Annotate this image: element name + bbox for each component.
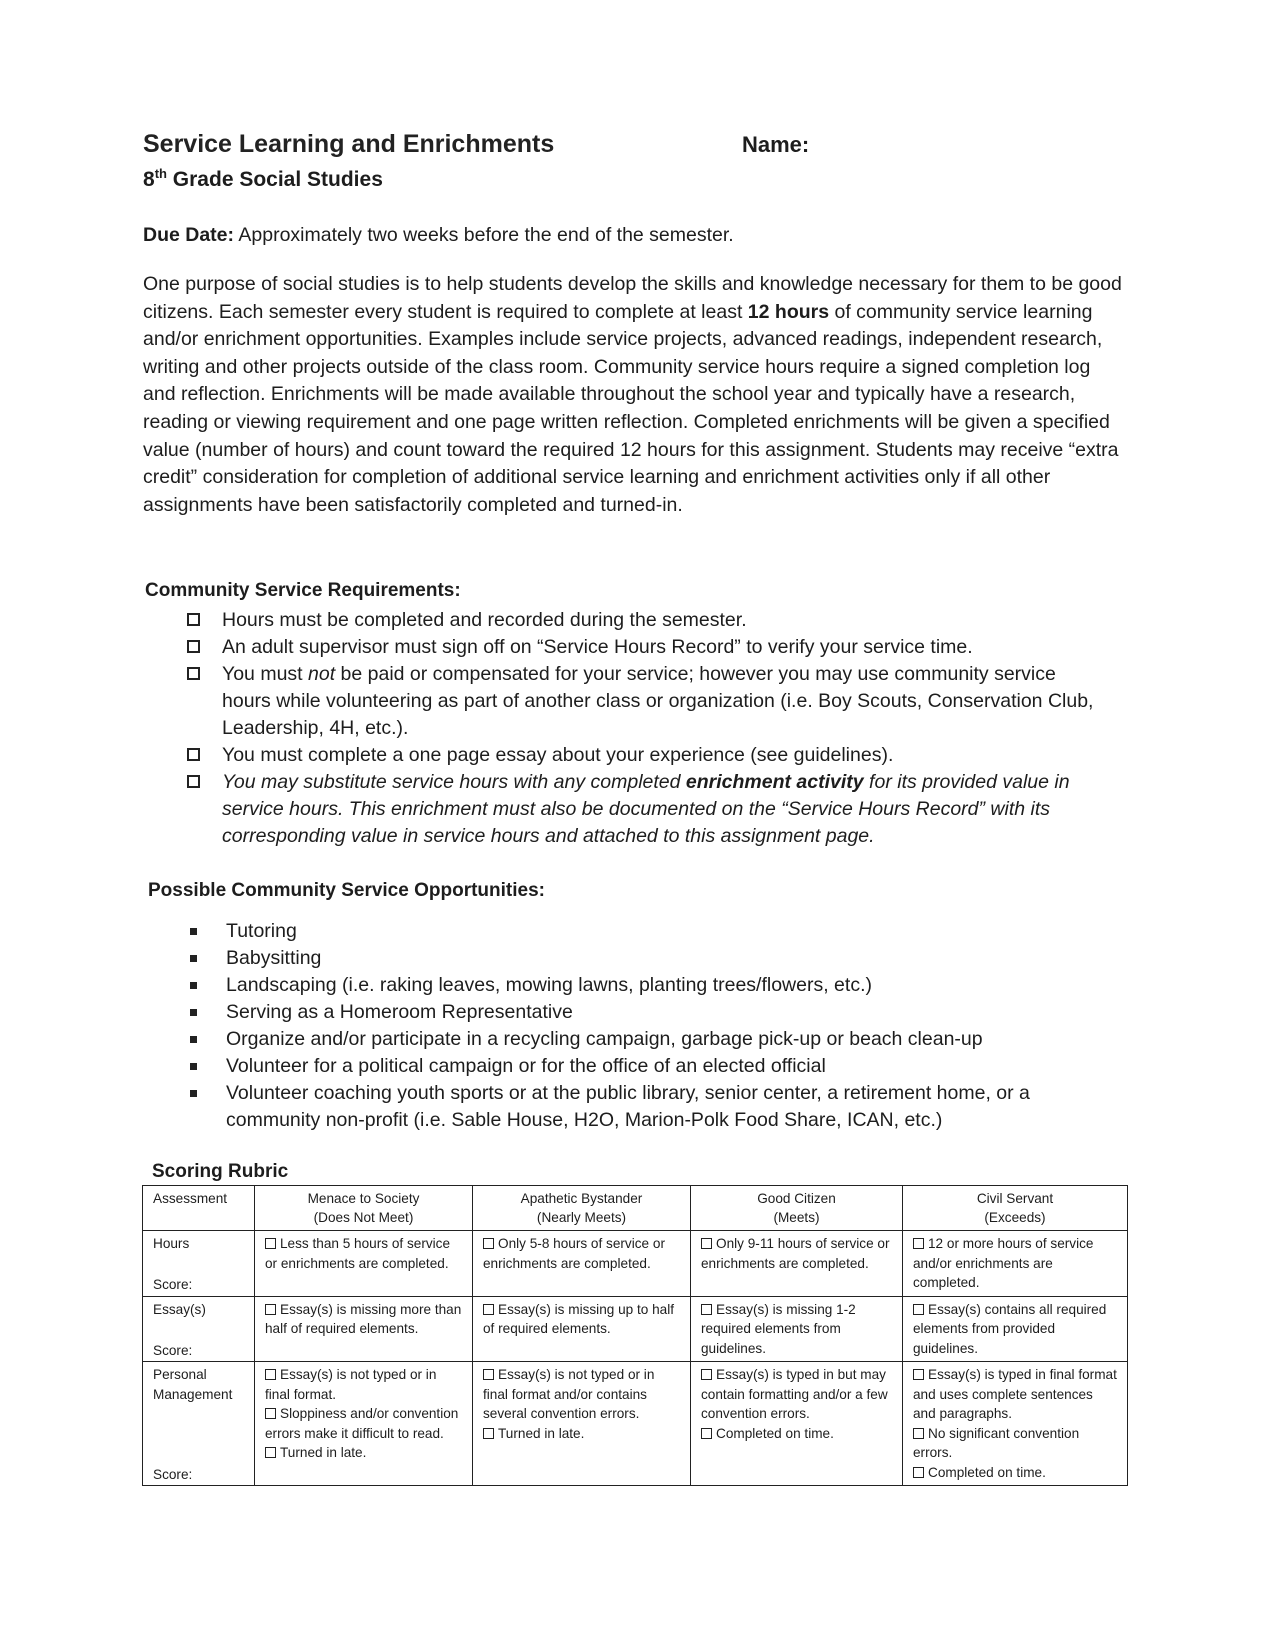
rubric-criterion-text: Turned in late.: [280, 1445, 367, 1460]
checkbox-icon: [265, 1408, 276, 1419]
checkbox-icon: [483, 1304, 494, 1315]
grade-rest: Grade Social Studies: [166, 168, 383, 191]
requirements-heading: Community Service Requirements:: [145, 580, 461, 601]
rubric-criteria-cell: [473, 1362, 691, 1486]
opportunity-item: [180, 918, 1110, 945]
rubric-row: [143, 1296, 1128, 1362]
rubric-criterion: [265, 1404, 462, 1443]
rubric-header-level: [255, 1186, 473, 1231]
checkbox-icon: [701, 1369, 712, 1380]
opportunity-text: Babysitting: [226, 947, 322, 969]
checkbox-icon: [913, 1238, 924, 1249]
rubric-criterion: [483, 1424, 680, 1444]
rubric-criterion-text: Turned in late.: [498, 1425, 585, 1441]
rubric-criteria-cell: [255, 1362, 473, 1486]
opportunities-list: [180, 918, 1110, 1134]
header-sub: (Meets): [773, 1210, 820, 1225]
checkbox-icon: [187, 775, 200, 788]
intro-text-2: of community service learning and/or enrichment opportunities. Examples include service projects, advanced readings, independent research, writing and other projects outside of the class room. Community service hours require a signed completion log and reflection. Enrichments will be made available throughout the school year and typically have a research, reading or viewing requirement and one page written reflection. Completed enrichments will be given a specified value (number of hours) and count toward the required 12 hours for this assignment. Students may receive “extra credit” consideration for completion of additional service learning and enrichment activities only if all other assignments have been satisfactorily completed and turned-in.: [143, 300, 1119, 516]
rubric-criterion: [701, 1234, 892, 1273]
rubric-criterion-text: Essay(s) is typed in but may contain formatting and/or a few convention errors.: [701, 1367, 888, 1421]
checkbox-icon: [483, 1428, 494, 1439]
rubric-criterion-text: Essay(s) is not typed or in final format and/or contains several convention errors.: [483, 1367, 655, 1421]
requirement-text: be paid or compensated for your service; however you may use community service hours while volunteering as part of another class or organization (i.e. Boy Scouts, Conservation Club, Leadership, 4H, etc.).: [222, 663, 1094, 739]
checkbox-icon: [701, 1428, 712, 1439]
due-date-label: Due Date:: [143, 224, 235, 246]
rubric-criterion-text: Only 9-11 hours of service or enrichments are completed.: [701, 1236, 890, 1271]
rubric-row-label-cell: [143, 1296, 255, 1362]
checkbox-icon: [187, 748, 200, 761]
rubric-criterion-text: Essay(s) is missing more than half of required elements.: [265, 1301, 462, 1336]
score-label: Score:: [153, 1342, 193, 1358]
rubric-criterion-text: Essay(s) is not typed or in final format.: [265, 1367, 437, 1402]
requirement-text: An adult supervisor must sign off on “Service Hours Record” to verify your service time.: [222, 636, 973, 658]
rubric-criterion-text: Essay(s) is typed in final format and uses complete sentences and paragraphs.: [913, 1367, 1117, 1421]
bullet-icon: [190, 928, 197, 935]
header-name: Assessment: [153, 1191, 228, 1206]
checkbox-icon: [701, 1304, 712, 1315]
checkbox-icon: [265, 1304, 276, 1315]
header-sub: (Exceeds): [984, 1210, 1046, 1225]
rubric-row: [143, 1362, 1128, 1486]
rubric-criterion: [265, 1443, 462, 1463]
bullet-icon: [190, 1090, 197, 1097]
scoring-rubric-table: [142, 1185, 1128, 1486]
checkbox-icon: [913, 1428, 924, 1439]
rubric-criterion-text: Completed on time.: [928, 1464, 1046, 1480]
opportunity-text: Organize and/or participate in a recycling campaign, garbage pick-up or beach clean-up: [226, 1028, 983, 1050]
bullet-icon: [190, 955, 197, 962]
grade-number: 8: [143, 168, 155, 191]
bullet-icon: [190, 1036, 197, 1043]
due-date: [143, 224, 734, 247]
rubric-criterion: [701, 1365, 892, 1424]
rubric-criterion: [701, 1300, 892, 1359]
rubric-criterion: [265, 1234, 462, 1273]
rubric-criterion: [913, 1300, 1117, 1359]
name-field-label: Name:: [742, 132, 810, 157]
rubric-criterion: [913, 1365, 1117, 1424]
rubric-header-level: [903, 1186, 1128, 1231]
score-label: Score:: [153, 1277, 193, 1292]
rubric-row-label-cell: [143, 1231, 255, 1297]
score-label: Score:: [153, 1466, 193, 1482]
rubric-row-label: Essay(s): [153, 1301, 206, 1317]
rubric-criterion: [483, 1234, 680, 1273]
rubric-criteria-cell: [255, 1231, 473, 1297]
rubric-criteria-cell: [691, 1362, 903, 1486]
requirement-text: for its provided value in service hours. This enrichment must also be documented on the “Service Hours Record” with its corresponding value in service hours and attached to this assignment page.: [222, 771, 1070, 847]
opportunities-heading: Possible Community Service Opportunities:: [148, 880, 545, 901]
requirement-text: You may substitute service hours with any completed: [222, 771, 686, 793]
header-sub: (Does Not Meet): [313, 1210, 414, 1225]
checkbox-icon: [187, 640, 200, 653]
rubric-row: [143, 1231, 1128, 1297]
rubric-header-level: [473, 1186, 691, 1231]
opportunity-text: Volunteer coaching youth sports or at the public library, senior center, a retirement home, or a community non-profit (i.e. Sable House, H2O, Marion-Polk Food Share, ICAN, etc.): [226, 1082, 1030, 1131]
rubric-criterion-text: Essay(s) is missing up to half of required elements.: [483, 1301, 675, 1336]
checkbox-icon: [913, 1467, 924, 1478]
rubric-row-label-cell: [143, 1362, 255, 1486]
rubric-header-row: [143, 1186, 1128, 1231]
checkbox-icon: [913, 1304, 924, 1315]
rubric-criteria-cell: [903, 1231, 1128, 1297]
requirement-text: You must: [222, 663, 308, 685]
intro-paragraph: [143, 271, 1123, 519]
opportunity-item: [180, 945, 1110, 972]
document-title: Service Learning and Enrichments: [143, 130, 555, 158]
opportunity-item: [180, 1026, 1110, 1053]
document-subtitle: [143, 166, 383, 192]
requirement-item: [180, 634, 1110, 661]
rubric-criteria-cell: [691, 1296, 903, 1362]
rubric-criterion-text: Essay(s) is missing 1-2 required elements from guidelines.: [701, 1301, 856, 1356]
rubric-criterion-text: Essay(s) contains all required elements from provided guidelines.: [913, 1301, 1107, 1356]
requirement-item: [180, 661, 1110, 742]
intro-bold-hours: 12 hours: [747, 300, 830, 323]
opportunity-text: Tutoring: [226, 920, 297, 942]
checkbox-icon: [265, 1369, 276, 1380]
requirement-item: [180, 742, 1110, 769]
rubric-title: Scoring Rubric: [152, 1161, 289, 1182]
rubric-header-level: [691, 1186, 903, 1231]
header-name: Apathetic Bystander: [520, 1191, 643, 1206]
bullet-icon: [190, 982, 197, 989]
rubric-criterion: [265, 1300, 462, 1339]
opportunity-text: Serving as a Homeroom Representative: [226, 1001, 573, 1023]
checkbox-icon: [483, 1238, 494, 1249]
requirements-list: [180, 607, 1110, 850]
checkbox-icon: [187, 613, 200, 626]
header-name: Civil Servant: [976, 1191, 1054, 1206]
opportunity-text: Volunteer for a political campaign or for the office of an elected official: [226, 1055, 826, 1077]
rubric-criterion: [483, 1365, 680, 1424]
requirement-item: [180, 607, 1110, 634]
checkbox-icon: [701, 1238, 712, 1249]
header-name: Menace to Society: [307, 1191, 420, 1206]
grade-suffix: th: [154, 166, 167, 181]
opportunity-item: [180, 972, 1110, 999]
rubric-criteria-cell: [255, 1296, 473, 1362]
opportunity-text: Landscaping (i.e. raking leaves, mowing lawns, planting trees/flowers, etc.): [226, 974, 872, 996]
header-sub: (Nearly Meets): [536, 1210, 627, 1225]
rubric-criteria-cell: [903, 1362, 1128, 1486]
checkbox-icon: [913, 1369, 924, 1380]
rubric-criterion: [913, 1463, 1117, 1483]
requirement-text: You must complete a one page essay about your experience (see guidelines).: [222, 744, 894, 766]
rubric-criteria-cell: [903, 1296, 1128, 1362]
rubric-criterion: [913, 1424, 1117, 1463]
opportunity-item: [180, 1080, 1110, 1134]
rubric-header-assessment: [143, 1186, 255, 1231]
requirement-bold: enrichment activity: [685, 771, 864, 793]
rubric-criterion: [913, 1234, 1117, 1293]
checkbox-icon: [265, 1447, 276, 1458]
rubric-criterion-text: Less than 5 hours of service or enrichments are completed.: [265, 1236, 451, 1271]
rubric-criterion: [701, 1424, 892, 1444]
rubric-row-label: Personal Management: [153, 1367, 233, 1402]
rubric-criterion-text: 12 or more hours of service and/or enrichments are completed.: [913, 1236, 1094, 1290]
opportunity-item: [180, 1053, 1110, 1080]
rubric-criterion-text: Sloppiness and/or convention errors make it difficult to read.: [265, 1406, 459, 1441]
rubric-criteria-cell: [473, 1296, 691, 1362]
checkbox-icon: [265, 1238, 276, 1249]
requirement-item: [180, 769, 1110, 850]
opportunity-item: [180, 999, 1110, 1026]
bullet-icon: [190, 1063, 197, 1070]
requirement-emphasis: not: [308, 663, 336, 685]
rubric-criterion: [483, 1300, 680, 1339]
intro-text-1: One purpose of social studies is to help students develop the skills and knowledge necessary for them to be good citizens. Each semester every student is required to complete at least: [143, 273, 1122, 323]
requirement-text: Hours must be completed and recorded during the semester.: [222, 609, 747, 631]
checkbox-icon: [187, 667, 200, 680]
bullet-icon: [190, 1009, 197, 1016]
rubric-criteria-cell: [473, 1231, 691, 1297]
rubric-criterion-text: Only 5-8 hours of service or enrichments are completed.: [483, 1236, 665, 1271]
rubric-row-label: Hours: [153, 1236, 190, 1251]
rubric-criterion-text: No significant convention errors.: [913, 1425, 1080, 1460]
due-date-text: Approximately two weeks before the end of the semester.: [234, 224, 734, 246]
rubric-criterion-text: Completed on time.: [716, 1425, 834, 1441]
header-name: Good Citizen: [757, 1191, 836, 1206]
checkbox-icon: [483, 1369, 494, 1380]
rubric-criteria-cell: [691, 1231, 903, 1297]
rubric-criterion: [265, 1365, 462, 1404]
